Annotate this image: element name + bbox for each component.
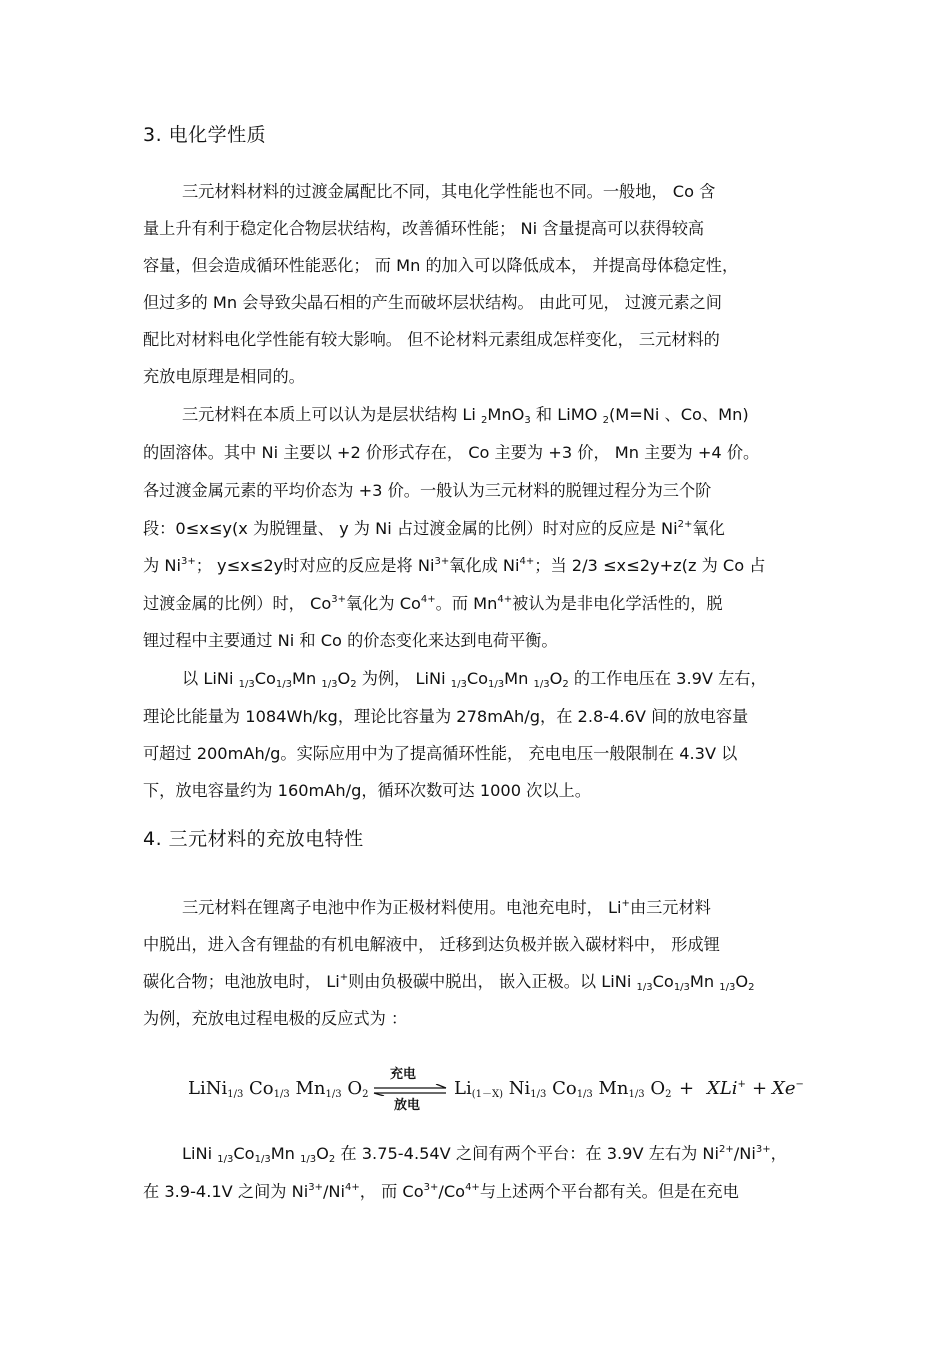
para3-line-2: 理论比能量为 1084Wh/kg，理论比容量为 278mAh/g，在 2.8-4.6V 间的放电容量: [143, 707, 749, 726]
para2-line-7: 锂过程中主要通过 Ni 和 Co 的价态变化来达到电荷平衡。: [143, 631, 558, 650]
equation-left-side: LiNi$_{1/3}$ $Co_{1/3}$ $Mn_{1/3}$ $O_2$: [188, 1078, 369, 1100]
para4-line-3: 碳化合物；电池放电时， Li+则由负极碳中脱出， 嵌入正极。以 LiNi $_{1/3}Co_{1/3}Mn$ $_{1/3}O_2$: [143, 972, 755, 993]
para2-line-4: 段：0≤x≤y(x 为脱锂量、 y 为 Ni 占过渡金属的比例）时对应的反应是 $Ni^{2+}$氧化: [143, 519, 725, 538]
plus-sign-1: +: [679, 1078, 695, 1099]
para1-line-1: 三元材料材料的过渡金属配比不同，其电化学性能也不同。一般地， Co 含: [182, 182, 716, 201]
section-heading-4: 4. 三元材料的充放电特性: [143, 828, 364, 850]
para1-line-5: 配比对材料电化学性能有较大影响。 但不论材料元素组成怎样变化， 三元材料的: [143, 330, 720, 349]
para2-line-1: 三元材料在本质上可以认为是层状结构 Li $_2$MnO$_3$ 和 LiMO $_2$(M=Ni 、Co、Mn): [182, 405, 749, 426]
discharge-label: 放电: [394, 1098, 421, 1113]
para2-line-6: 过渡金属的比例）时， $Co^{3+}$氧化为 $Co^{4+}$。而 $Mn^{4+}$被认为是非电化学活性的，脱: [143, 594, 723, 613]
equation-electron: Xe−: [772, 1078, 804, 1099]
para2-line-3: 各过渡金属元素的平均价态为 +3 价。一般认为三元材料的脱锂过程分为三个阶: [143, 481, 712, 500]
para2-line-2: 的固溶体。其中 Ni 主要以 +2 价形式存在， Co 主要为 +3 价， Mn 主要为 +4 价。: [143, 443, 760, 462]
para3-line-1: 以 LiNi $_{1/3}Co_{1/3}Mn$ $_{1/3}O_2$ 为例， LiNi $_{1/3}Co_{1/3}Mn$ $_{1/3}O_2$ 的工作电压在 3.9V 左右，: [182, 669, 767, 690]
para3-line-3: 可超过 200mAh/g。实际应用中为了提高循环性能， 充电电压一般限制在 4.3V 以: [143, 744, 738, 763]
para5-line-1: LiNi $_{1/3}Co_{1/3}Mn$ $_{1/3}O_2$ 在 3.75-4.54V 之间有两个平台：在 3.9V 左右为 $Ni^{2+}/Ni^{3+}$，: [182, 1144, 787, 1165]
para4-line-2: 中脱出，进入含有锂盐的有机电解液中， 迁移到达负极并嵌入碳材料中， 形成锂: [143, 935, 720, 954]
para2-line-5: 为 $Ni^{3+}$； y≤x≤2y时对应的反应是将 $Ni^{3+}$氧化成 $Ni^{4+}$；当 2/3 ≤x≤2y+z(z 为 Co 占: [143, 556, 766, 575]
para1-line-2: 量上升有利于稳定化合物层状结构，改善循环性能； Ni 含量提高可以获得较高: [143, 219, 705, 238]
para1-line-4: 但过多的 Mn 会导致尖晶石相的产生而破坏层状结构。 由此可见， 过渡元素之间: [143, 293, 722, 312]
para4-line-4: 为例，充放电过程电极的反应式为 ：: [143, 1009, 408, 1028]
equation-lithium-ion: XLi+: [707, 1078, 746, 1099]
para3-line-4: 下，放电容量约为 160mAh/g，循环次数可达 1000 次以上。: [143, 781, 591, 800]
plus-sign-2: +: [752, 1078, 768, 1099]
charge-label: 充电: [390, 1067, 417, 1082]
para1-line-6: 充放电原理是相同的。: [143, 367, 305, 386]
para4-line-1: 三元材料在锂离子电池中作为正极材料使用。电池充电时， Li+由三元材料: [182, 898, 711, 917]
section-heading-3: 3. 电化学性质: [143, 124, 267, 146]
para1-line-3: 容量，但会造成循环性能恶化； 而 Mn 的加入可以降低成本， 并提高母体稳定性，: [143, 256, 739, 275]
reaction-equation: [188, 1068, 818, 1114]
equation-right-side: $Li_{(1-X)}$ $Ni_{1/3}$ $Co_{1/3}$ $Mn_{1/3}$ $O_2$: [454, 1078, 672, 1100]
para5-line-2: 在 3.9-4.1V 之间为 $Ni^{3+}/Ni^{4+}$， 而 $Co^{3+}/Co^{4+}$与上述两个平台都有关。但是在充电: [143, 1182, 739, 1201]
